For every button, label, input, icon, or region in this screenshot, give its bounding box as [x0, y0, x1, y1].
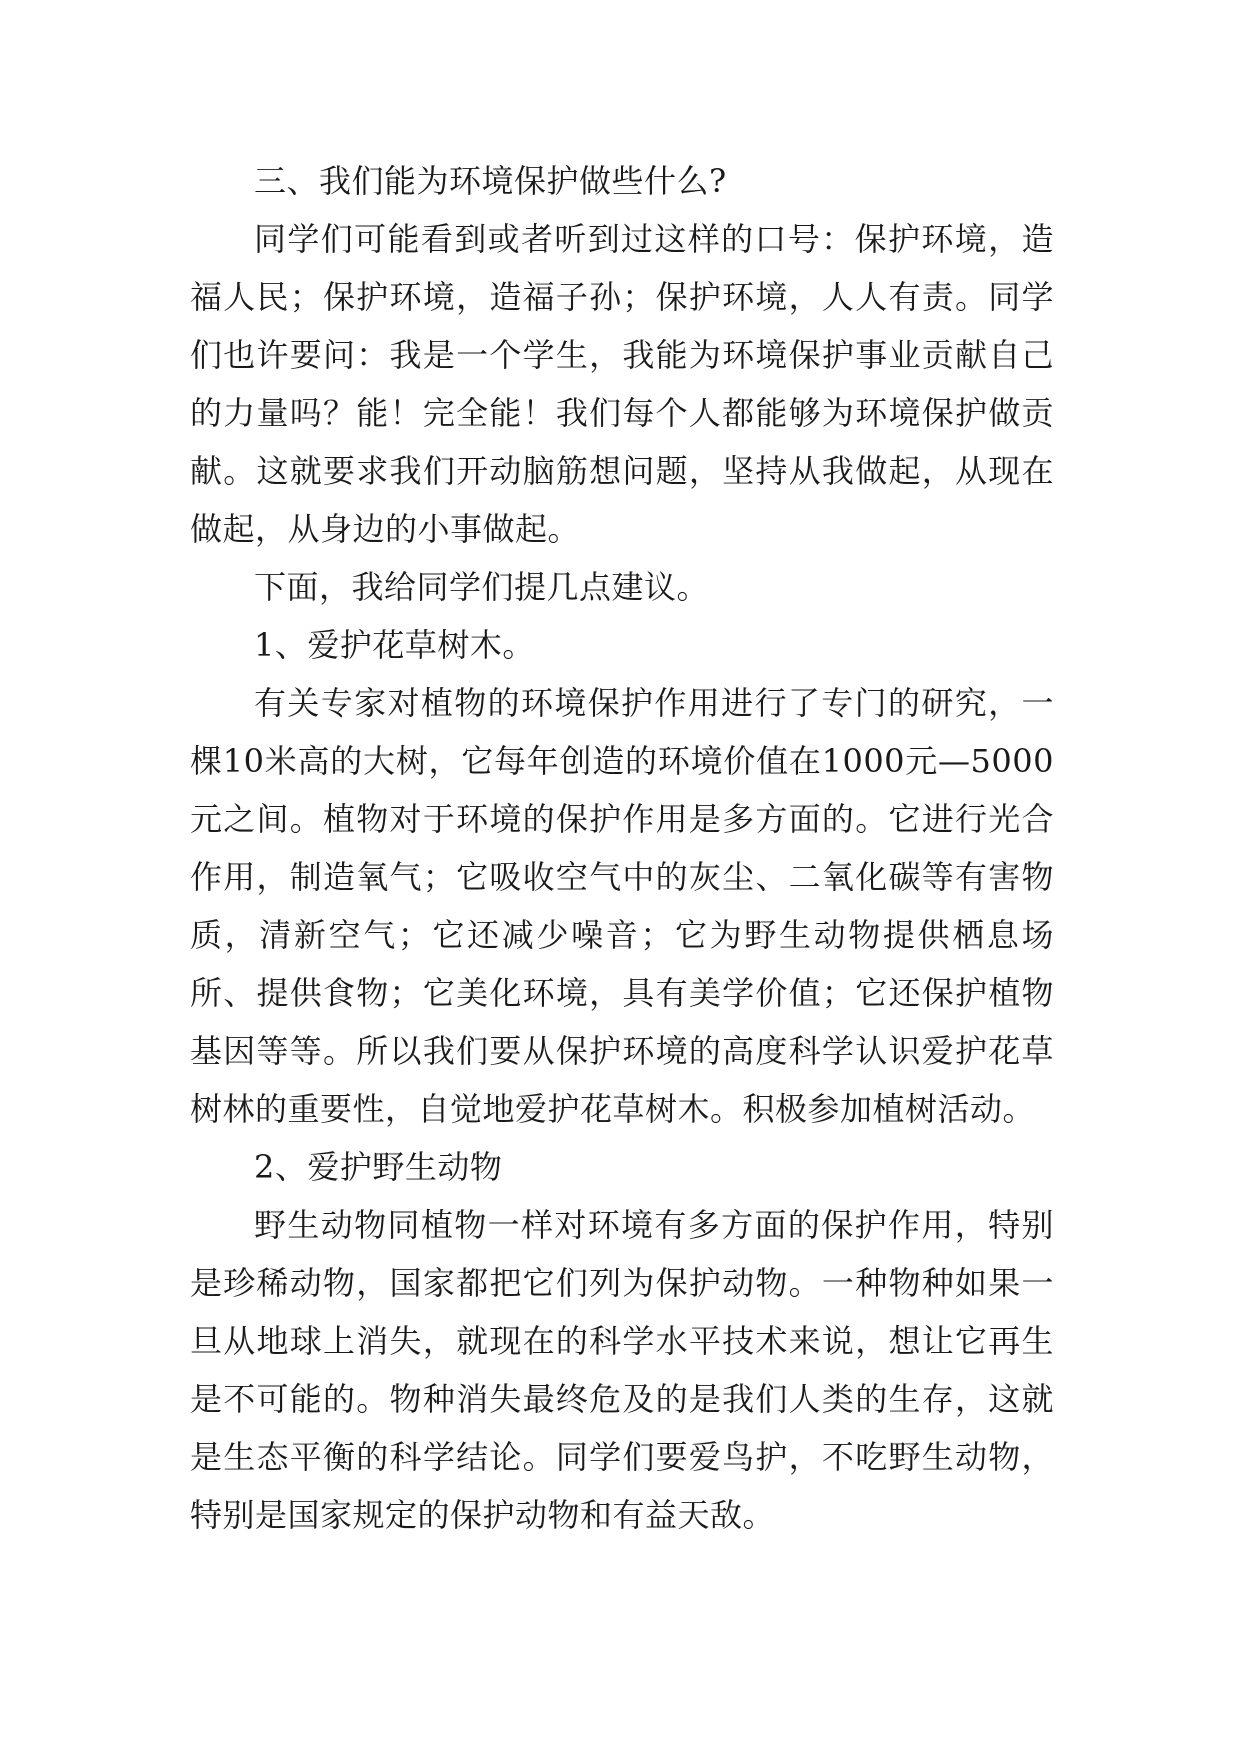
paragraph-plants: 有关专家对植物的环境保护作用进行了专门的研究，一棵10米高的大树，它每年创造的环境价值在1000元—5000元之间。植物对于环境的保护作用是多方面的。它进行光合作用，制造氧气；它吸收空气中的灰尘、二氧化碳等有害物质，清新空气；它还减少噪音；它为野生动物提供栖息场所、提供食物；它美化环境，具有美学价值；它还保护植物基因等等。所以我们要从保护环境的高度科学认识爱护花草树林的重要性，自觉地爱护花草树木。积极参加植树活动。 [190, 684, 1054, 1128]
paragraph-wildlife: 野生动物同植物一样对环境有多方面的保护作用，特别是珍稀动物，国家都把它们列为保护动物。一种物种如果一旦从地球上消失，就现在的科学水平技术来说，想让它再生是不可能的。物种消失最终危及的是我们人类的生存，这就是生态平衡的科学结论。同学们要爱鸟护，不吃野生动物，特别是国家规定的保护动物和有益天敌。 [190, 1206, 1054, 1534]
paragraph-slogans: 同学们可能看到或者听到过这样的口号：保护环境，造福人民；保护环境，造福子孙；保护环境，人人有责。同学们也许要问：我是一个学生，我能为环境保护事业贡献自己的力量吗？能！完全能！我们每个人都能够为环境保护做贡献。这就要求我们开动脑筋想问题，坚持从我做起，从现在做起，从身边的小事做起。 [190, 220, 1054, 548]
document-page [190, 152, 1054, 1544]
paragraph-suggestions-intro: 下面，我给同学们提几点建议。 [254, 568, 710, 606]
section-heading-3: 三、我们能为环境保护做些什么? [254, 162, 727, 200]
subheading-protect-plants: 1、爱护花草树木。 [254, 626, 535, 664]
subheading-protect-wildlife: 2、爱护野生动物 [254, 1148, 503, 1186]
